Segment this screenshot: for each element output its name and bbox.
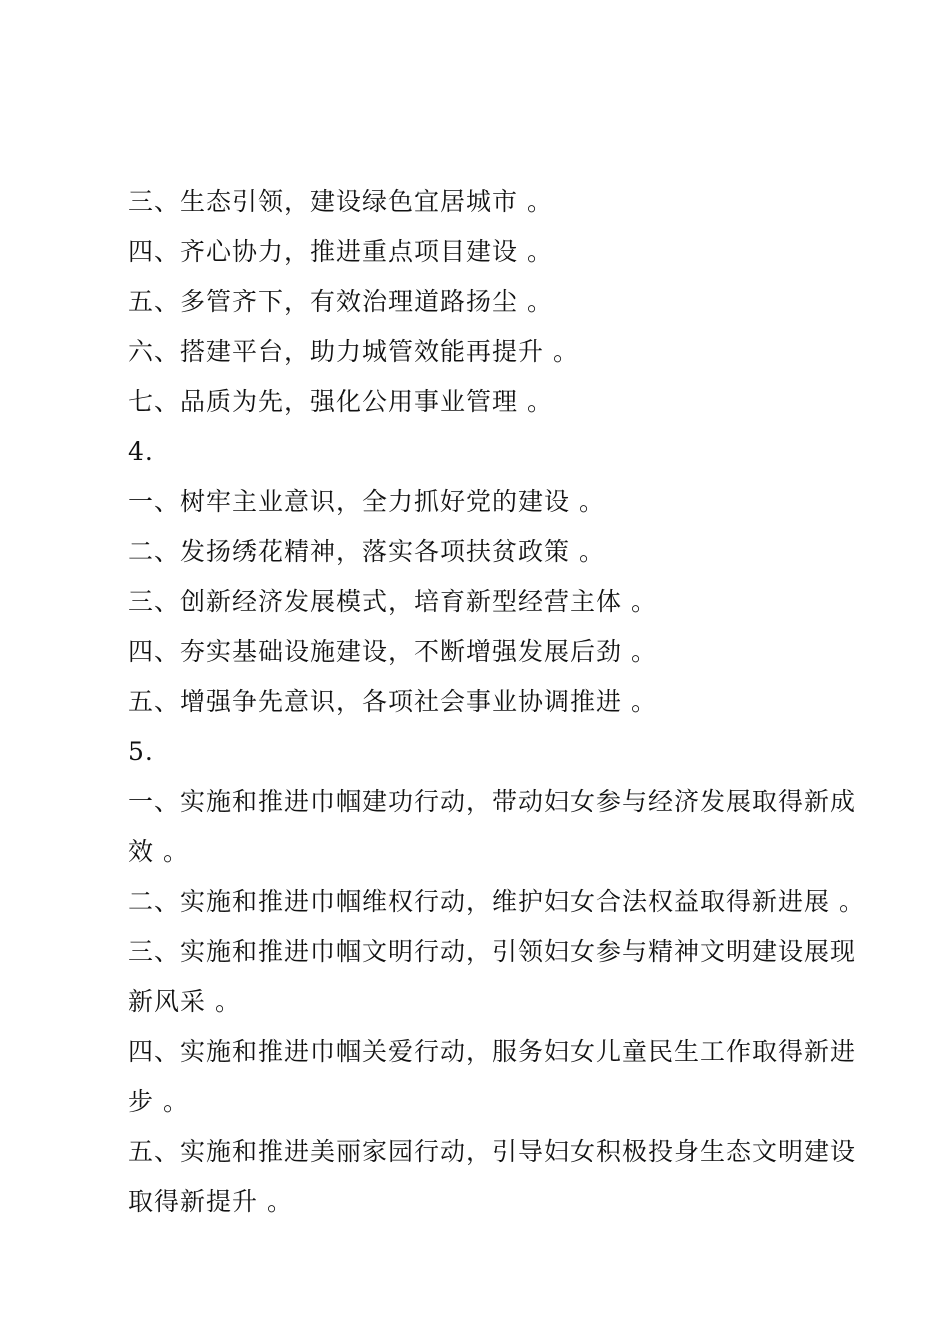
text-line: 三、实施和推进巾帼文明行动，引领妇女参与精神文明建设展现 xyxy=(128,937,857,966)
text-line: 四、夯实基础设施建设，不断增强发展后劲 。 xyxy=(128,637,657,666)
text-line: 效 。 xyxy=(128,837,189,866)
text-line: 四、齐心协力，推进重点项目建设 。 xyxy=(128,237,553,266)
section-number: 4. xyxy=(128,437,154,466)
text-line: 六、搭建平台，助力城管效能再提升 。 xyxy=(128,337,579,366)
text-line: 三、创新经济发展模式，培育新型经营主体 。 xyxy=(128,587,657,616)
text-line: 四、实施和推进巾帼关爱行动，服务妇女儿童民生工作取得新进 xyxy=(128,1037,857,1066)
text-line: 一、树牢主业意识，全力抓好党的建设 。 xyxy=(128,487,605,516)
document-body xyxy=(128,177,865,1227)
text-line: 三、生态引领，建设绿色宜居城市 。 xyxy=(128,187,553,216)
text-line: 七、品质为先，强化公用事业管理 。 xyxy=(128,387,553,416)
text-line: 二、发扬绣花精神，落实各项扶贫政策 。 xyxy=(128,537,605,566)
text-line: 二、实施和推进巾帼维权行动，维护妇女合法权益取得新进展 。 xyxy=(128,887,865,916)
text-line: 步 。 xyxy=(128,1087,189,1116)
text-line: 一、实施和推进巾帼建功行动，带动妇女参与经济发展取得新成 xyxy=(128,787,857,816)
text-line: 五、多管齐下，有效治理道路扬尘 。 xyxy=(128,287,553,316)
text-line: 五、增强争先意识，各项社会事业协调推进 。 xyxy=(128,687,657,716)
text-line: 新风采 。 xyxy=(128,987,241,1016)
text-line: 五、实施和推进美丽家园行动，引导妇女积极投身生态文明建设 xyxy=(128,1137,857,1166)
section-number: 5. xyxy=(128,737,154,766)
text-line: 取得新提升 。 xyxy=(128,1187,293,1216)
